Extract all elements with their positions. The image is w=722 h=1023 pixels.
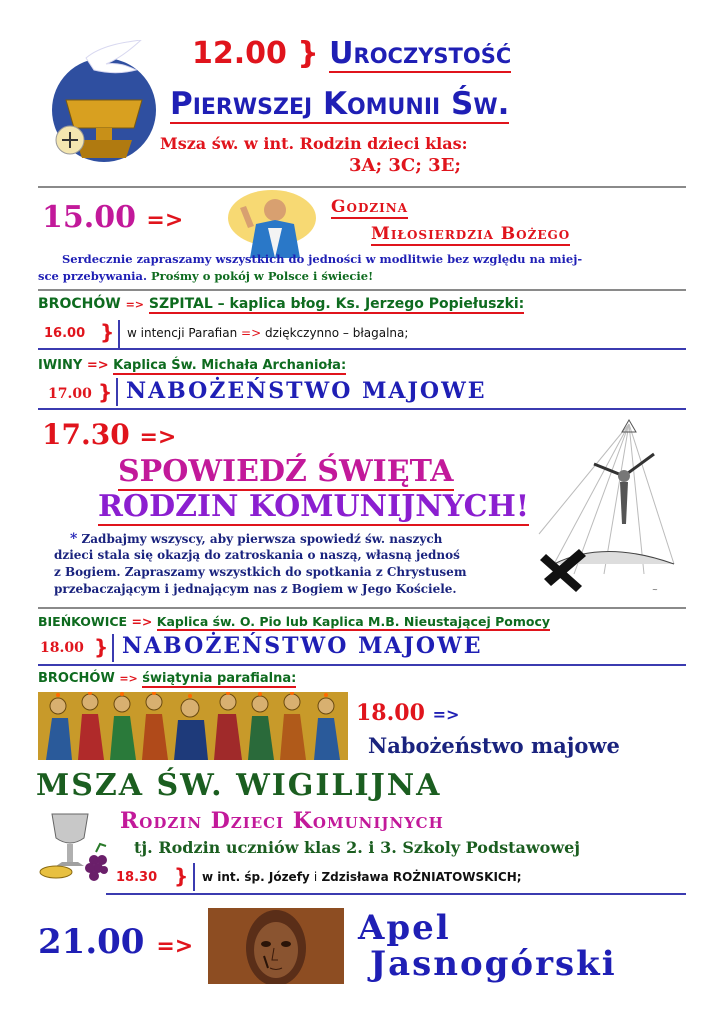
mass-intention: Msza św. w int. Rodzin dzieci klas: <box>160 134 468 153</box>
arrow: => <box>86 358 109 373</box>
apel-title: Apel <box>358 908 451 948</box>
divider <box>38 664 686 666</box>
arrow: => <box>125 298 144 311</box>
separator: } <box>98 380 113 404</box>
classes: 3A; 3C; 3E; <box>349 155 462 176</box>
arrow: => <box>119 672 138 685</box>
time-17: 17.00 <box>48 386 92 402</box>
may-devotion: NABOŻEŃSTWO MAJOWE <box>126 378 487 404</box>
separator: } <box>174 864 189 888</box>
divider <box>193 863 195 891</box>
divider <box>106 893 686 895</box>
confession-text-2: dzieci stala się okazją do zatroskania o naszą, własną jednoś <box>54 548 460 562</box>
mercy-text-2: sce przebywania. <box>38 269 152 283</box>
intention-surname: ROŻNIATOWSKICH; <box>392 870 522 884</box>
chalice-image <box>38 808 110 888</box>
place-iwiny: IWINY <box>38 358 83 373</box>
time-16: 16.00 <box>44 326 86 341</box>
parish-church: świątynia parafialna: <box>142 671 297 686</box>
time-1830: 18.30 <box>116 870 158 885</box>
intention-type: dziękczynno – błagalna; <box>264 326 409 340</box>
may-devotion: NABOŻEŃSTWO MAJOWE <box>122 633 483 659</box>
arrow: => <box>432 705 460 724</box>
separator: } <box>297 36 319 71</box>
time-1730: 17.30 <box>42 418 130 451</box>
separator: } <box>100 320 115 344</box>
mercy-text-1: Serdecznie zapraszamy wszystkich do jedności w modlitwie bez względu na miej- <box>62 252 583 266</box>
mercy-title: Miłosierdzia Bożego <box>371 224 571 244</box>
time-15: 15.00 <box>42 200 136 235</box>
black-madonna-image <box>208 908 344 984</box>
divider <box>38 289 686 291</box>
pentecost-icon-image <box>38 692 348 760</box>
jasnogorski-title: Jasnogórski <box>370 944 617 984</box>
confession-text-4: przebaczającym i jednającym nas z Bogiem w Jego Kościele. <box>54 582 457 596</box>
divider <box>118 320 120 348</box>
divider <box>38 348 686 350</box>
place-brochow: BROCHÓW <box>38 671 115 686</box>
divider <box>112 634 114 662</box>
svg-text:~: ~ <box>652 586 658 594</box>
arrow: => <box>241 326 262 340</box>
time-21: 21.00 <box>38 922 145 962</box>
divider <box>38 186 686 188</box>
peace-plea: Prośmy o pokój w Polsce i świecie! <box>151 269 374 283</box>
confession-text-3: z Bogiem. Zapraszamy wszystkich do spotkania z Chrystusem <box>54 565 467 579</box>
divider <box>38 408 686 410</box>
separator: } <box>94 635 109 659</box>
time-1800: 18.00 <box>356 700 425 726</box>
hour-title: Godzina <box>331 197 409 217</box>
arrow: => <box>139 425 177 450</box>
families-subtitle: Rodzin Dzieci Komunijnych <box>120 808 444 834</box>
hospital-chapel: SZPITAL – kaplica błog. Ks. Jerzego Popiełuszki: <box>148 296 525 312</box>
confession-text-1: Zadbajmy wszyscy, aby pierwsza spowiedź św. naszych <box>81 532 443 546</box>
michael-chapel: Kaplica Św. Michała Archanioła: <box>113 358 347 373</box>
may-devotion-text: Nabożeństwo majowe <box>368 733 620 758</box>
vigil-mass-title: MSZA ŚW. WIGILIJNA <box>36 768 442 803</box>
communion-title: Pierwszej Komunii Św. <box>170 86 510 122</box>
arrow: => <box>146 208 184 233</box>
intention-prefix: w int. śp. Józefy <box>202 870 314 884</box>
divider <box>38 607 686 609</box>
families-title: RODZIN KOMUNIJNYCH! <box>98 489 530 524</box>
intention-text: w intencji Parafian <box>127 326 238 340</box>
pupils-families: tj. Rodzin uczniów klas 2. i 3. Szkoly Podstawowej <box>134 838 581 857</box>
pio-chapel: Kaplica św. O. Pio lub Kaplica M.B. Nieustającej Pomocy <box>156 614 550 629</box>
crucifix-drawing <box>534 414 684 604</box>
intention-name: Zdzisława <box>317 870 393 884</box>
arrow: => <box>156 934 194 959</box>
time-12: 12.00 <box>192 36 287 71</box>
confession-title: SPOWIEDŹ ŚWIĘTA <box>118 454 454 489</box>
place-bienkowice: BIEŃKOWICE <box>38 614 128 629</box>
jesus-image <box>220 188 325 258</box>
intention-and: i <box>313 870 318 884</box>
communion-logo <box>46 40 156 165</box>
arrow: => <box>131 614 153 629</box>
uroczystosc-title: Uroczystość <box>329 36 512 71</box>
place-brochow: BROCHÓW <box>38 296 121 312</box>
star-icon: * <box>70 531 78 547</box>
divider <box>116 378 118 406</box>
time-18: 18.00 <box>40 640 84 656</box>
